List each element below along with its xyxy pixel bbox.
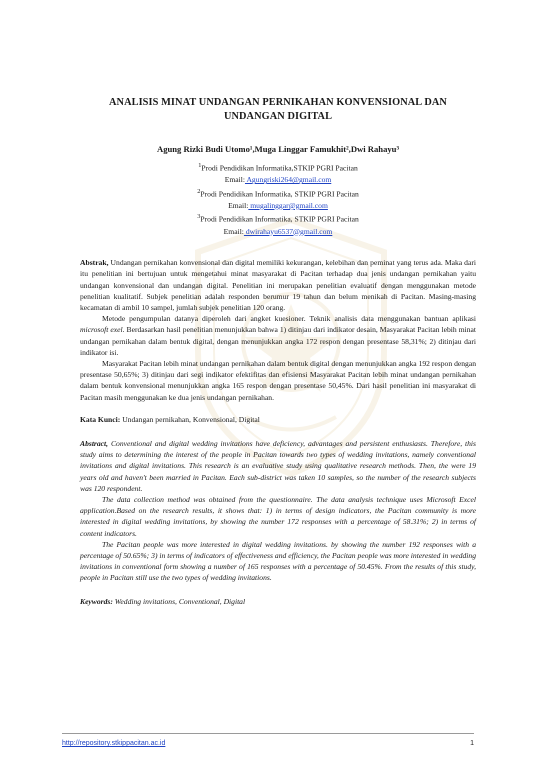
affiliations	[80, 160, 476, 237]
abstrak-paragraph-3: Masyarakat Pacitan lebih minat undangan pernikahan dalam bentuk digital dengan menunjukkan angka 192 respon dengan presentase 50,65%; 3) ditinjau dari segi indikator efektifitas dan efisiensi Masyarakat Pacitan lebih minat undangan pernikahan dalam bentuk konvensional menunjukkan angka 165 respon dengan presentase 50,45%. Dari hasil penelitian ini masyarakat di Pacitan masih menggunakan ke dua jenis undangan pernikahan.	[80, 358, 476, 402]
author-list: Agung Rizki Budi Utomo¹,Muga Linggar Famukhit²,Dwi Rahayu³	[156, 144, 400, 154]
abstrak-text-2b: . Berdasarkan hasil penelitian menunjukkan bahwa 1) ditinjau dari indikator desain, Masyarakat Pacitan lebih minat undangan pernikahan dalam bentuk digital, dengan menunjukkan angka 172 respon dengan presentase 58,31%; 2) ditinjau dari indikator isi.	[80, 325, 476, 357]
keywords-text: Wedding invitations, Conventional, Digital	[112, 596, 246, 606]
kata-kunci-label: Kata Kunci:	[80, 414, 121, 424]
affiliation-1-email-label: Email:	[224, 175, 245, 185]
abstrak-text-1: Undangan pernikahan konvensional dan digital memiliki kekurangan, kelebihan dan peminat yang terus ada. Maka dari itu penelitian ini bertujuan untuk mengetahui minat masyarakat di Pacitan terhadap dua jenis undangan pernikahan yaitu undangan konvensional dan undangan digital. Penelitian ini merupakan penelitian evaluatif dengan menggunakan metode penelitian kualitatif. Subjek penelitian adalah responden berumur 19 tahun dan belum menikah di Pacitan. Masing-masing kecamatan di ambil 10 sampel, jumlah subjek penelitian 120 orang.	[80, 258, 476, 312]
affiliation-2-email-link[interactable]: mugalinggar@gmail.com	[248, 200, 328, 210]
affiliation-3-institution	[80, 211, 476, 225]
abstract-paragraph-3: The Pacitan people was more interested in digital wedding invitations. by showing the number 192 responses with a percentage of 50.65%; 3) in terms of indicators of effectiveness and efficiency, the Pacitan people was more interested in wedding invitations in conventional form showing a number of 165 responses with a percentage of 50.45%. From the results of this study, people in Pacitan still use the two types of wedding invitations.	[80, 539, 476, 583]
affiliation-2-institution	[80, 186, 476, 200]
abstrak-paragraph-2	[80, 313, 476, 358]
affiliation-3-marker: 3	[197, 213, 201, 221]
affiliation-3-email-line	[80, 226, 476, 238]
kata-kunci-text: Undangan pernikahan, Konvensional, Digital	[120, 414, 260, 424]
abstract-text-1: Conventional and digital wedding invitations have deficiency, advantages and persistent enthusiasts. Therefore, this study aims to determining the interest of the people in Pacitan towards two types of wedding invitations, namely conventional invitations and digital invitations. This research is an evaluative study using qualitative research methods. Then, the were 19 years old and haven't been married in Pacitan. Each sub-district was taken 10 samples, so the number of the research subjects was 120 respondent.	[80, 439, 476, 493]
paper-title-line-2: UNDANGAN DIGITAL	[223, 111, 333, 122]
page-footer	[62, 733, 474, 747]
affiliation-1-email-link[interactable]: Agungriski264@gmail.com	[244, 175, 332, 185]
paper-title	[80, 96, 476, 124]
affiliation-1-marker: 1	[198, 162, 202, 169]
page-number: 1	[470, 740, 474, 747]
abstrak-text-2a: Metode pengumpulan datanya diperoleh dari angket kuesioner. Teknik analisis data menggunakan bantuan aplikasi	[102, 314, 476, 324]
affiliation-2-email-label: Email:	[228, 200, 249, 210]
abstrak-paragraph-1	[80, 257, 476, 313]
affiliation-1-institution	[80, 160, 476, 174]
affiliation-3-email-link[interactable]: dwirahayu6537@gmail.com	[243, 226, 333, 236]
kata-kunci-line	[80, 414, 476, 425]
paper-title-line-1: ANALISIS MINAT UNDANGAN PERNIKAHAN KONVENSIONAL DAN	[109, 97, 447, 108]
abstract-paragraph-2: The data collection method was obtained from the questionnaire. The data analysis technique uses Microsoft Excel application.Based on the research results, it shows that: 1) in terms of design indicators, the Pacitan community is more interested in digital wedding invitations, by showing the number 172 responses with a percentage of 58.31%; 2) in terms of content indicators.	[80, 495, 476, 538]
abstrak-software-name: microsoft exel	[80, 325, 123, 335]
affiliation-1-email-line	[80, 174, 476, 186]
repository-link[interactable]: http://repository.stkippacitan.ac.id	[62, 740, 166, 747]
affiliation-3-email-label: Email:	[223, 226, 244, 236]
abstrak-label: Abstrak,	[80, 258, 109, 268]
paper-content	[80, 96, 476, 607]
affiliation-2-marker: 2	[197, 187, 201, 195]
abstract-label: Abstract,	[80, 439, 109, 448]
keywords-line	[80, 596, 476, 607]
abstract-paragraph-1	[80, 438, 476, 494]
affiliation-2-name: Prodi Pendidikan Informatika, STKIP PGRI Pacitan	[200, 189, 359, 199]
affiliation-1-name: Prodi Pendidikan Informatika,STKIP PGRI Pacitan	[201, 163, 358, 173]
keywords-label: Keywords:	[80, 596, 113, 606]
affiliation-3-name: Prodi Pendidikan Informatika, STKIP PGRI Pacitan	[200, 214, 359, 224]
affiliation-2-email-line	[80, 200, 476, 212]
